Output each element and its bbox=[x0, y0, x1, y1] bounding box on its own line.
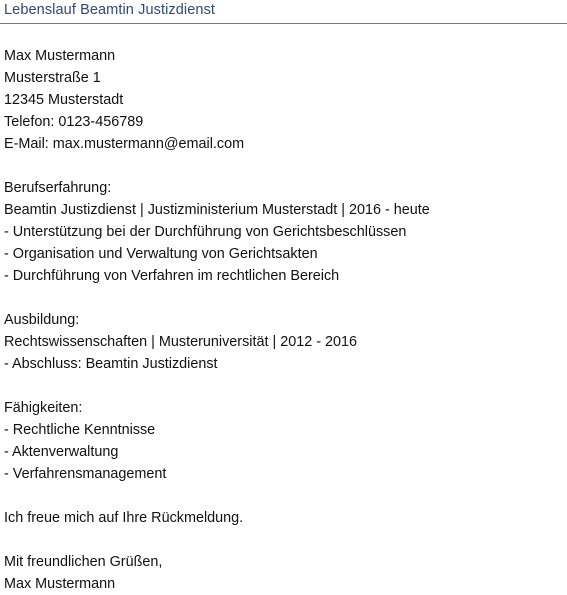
document-header bbox=[4, 0, 567, 23]
skills-line: - Verfahrensmanagement bbox=[4, 466, 167, 482]
spacer bbox=[4, 485, 563, 507]
skills-line: - Rechtliche Kenntnisse bbox=[4, 422, 156, 438]
signoff-name: Max Mustermann bbox=[4, 576, 116, 592]
contact-city: 12345 Musterstadt bbox=[4, 92, 124, 108]
experience-line: Beamtin Justizdienst | Justizministerium Musterstadt | 2016 - heute bbox=[4, 202, 430, 218]
education-line: Rechtswissenschaften | Musteruniversität | 2012 - 2016 bbox=[4, 334, 358, 350]
spacer bbox=[4, 375, 563, 397]
experience-heading: Berufserfahrung: bbox=[4, 180, 112, 196]
experience-line: - Unterstützung bei der Durchführung von Gerichtsbeschlüssen bbox=[4, 224, 407, 240]
header-divider bbox=[0, 23, 567, 24]
contact-name: Max Mustermann bbox=[4, 48, 116, 64]
skills-heading: Fähigkeiten: bbox=[4, 400, 83, 416]
experience-line: - Organisation und Verwaltung von Gerichtsakten bbox=[4, 246, 318, 262]
document-title: Lebenslauf Beamtin Justizdienst bbox=[4, 2, 216, 18]
signoff-greeting: Mit freundlichen Grüßen, bbox=[4, 554, 163, 570]
spacer bbox=[4, 529, 563, 551]
spacer bbox=[4, 287, 563, 309]
contact-phone: Telefon: 0123-456789 bbox=[4, 114, 144, 130]
closing-sentence: Ich freue mich auf Ihre Rückmeldung. bbox=[4, 510, 244, 526]
contact-street: Musterstraße 1 bbox=[4, 70, 101, 86]
contact-email: E-Mail: max.mustermann@email.com bbox=[4, 136, 245, 152]
skills-line: - Aktenverwaltung bbox=[4, 444, 119, 460]
education-line: - Abschluss: Beamtin Justizdienst bbox=[4, 356, 218, 372]
education-heading: Ausbildung: bbox=[4, 312, 80, 328]
spacer bbox=[4, 155, 563, 177]
document-body bbox=[4, 45, 563, 595]
experience-line: - Durchführung von Verfahren im rechtlichen Bereich bbox=[4, 268, 340, 284]
